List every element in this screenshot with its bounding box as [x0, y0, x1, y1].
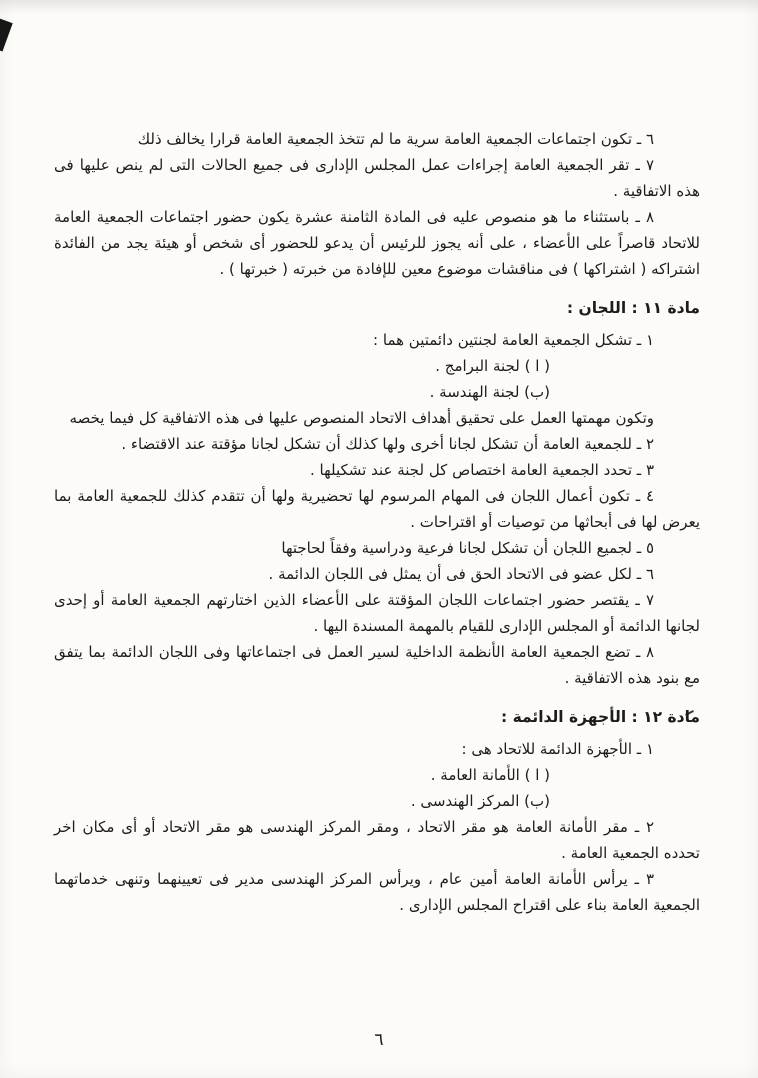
paragraph: ٣ ـ يرأس الأمانة العامة أمين عام ، ويرأس المركز الهندسى مدير فى تعيينهما وتنهى خدماتهما الجمعية العامة بناء على اقتراح المجلس الإدارى .: [54, 870, 700, 914]
paragraph: ٦ ـ لكل عضو فى الاتحاد الحق فى أن يمثل فى اللجان الدائمة .: [268, 565, 654, 583]
paragraph: ٥ ـ لجميع اللجان أن تشكل لجانا فرعية ودراسية وفقاً لحاجتها: [281, 539, 654, 557]
sub-list-item: (ب) المركز الهندسى .: [410, 792, 550, 810]
sub-list-item: (ب) لجنة الهندسة .: [429, 383, 550, 401]
sub-list-item: ( ا ) الأمانة العامة .: [430, 766, 550, 784]
paragraph: ٤ ـ تكون أعمال اللجان فى المهام المرسوم لها تحضيرية ولها أن تتقدم كذلك للجمعية العامة بما يعرض لها فى أبحاثها من توصيات أو اقتراحات .: [54, 487, 700, 531]
page-number: ٦: [374, 1030, 384, 1050]
document-body: [54, 126, 700, 918]
paragraph: وتكون مهمتها العمل على تحقيق أهداف الاتحاد المنصوص عليها فى هذه الاتفاقية كل فيما يخصه: [69, 409, 654, 427]
paragraph: ١ ـ الأجهزة الدائمة للاتحاد هى :: [461, 740, 654, 758]
scan-artifact-corner: [0, 19, 13, 52]
paragraph: ٧ ـ يقتصر حضور اجتماعات اللجان المؤقتة على الأعضاء الذين اختارتهم الجمعية العامة أو إحدى لجانها الدائمة أو المجلس الإدارى للقيام بالمهمة المسندة اليها .: [54, 591, 700, 635]
paragraph: ٢ ـ للجمعية العامة أن تشكل لجانا أخرى ولها كذلك أن تشكل لجانا مؤقتة عند الاقتضاء .: [121, 435, 654, 453]
paragraph: ٦ ـ تكون اجتماعات الجمعية العامة سرية ما لم تتخذ الجمعية العامة قرارا يخالف ذلك: [137, 130, 654, 148]
paragraph: ٢ ـ مقر الأمانة العامة هو مقر الاتحاد ، ومقر المركز الهندسى هو مقر الاتحاد أو أى مكان اخر تحدده الجمعية العامة .: [54, 818, 700, 862]
sub-list-item: ( ا ) لجنة البرامج .: [435, 357, 550, 375]
article-heading: مادة ١٢ : الأجهزة الدائمة :: [501, 708, 700, 726]
scan-edge-shading: [0, 0, 758, 14]
paragraph: ٨ ـ تضع الجمعية العامة الأنظمة الداخلية لسير العمل فى اجتماعاتها وفى اللجان الدائمة بما يتفق مع بنود هذه الاتفاقية .: [54, 643, 700, 687]
paragraph: ٧ ـ تقر الجمعية العامة إجراءات عمل المجلس الإدارى فى جميع الحالات التى لم ينص عليها فى هذه الاتفاقية .: [54, 156, 700, 200]
paragraph: ١ ـ تشكل الجمعية العامة لجنتين دائمتين هما :: [373, 331, 654, 349]
article-heading: مادة ١١ : اللجان :: [566, 299, 700, 317]
paragraph: ٣ ـ تحدد الجمعية العامة اختصاص كل لجنة عند تشكيلها .: [309, 461, 654, 479]
paragraph: ٨ ـ باستثناء ما هو منصوص عليه فى المادة الثامنة عشرة يكون حضور اجتماعات الجمعية العامة للاتحاد قاصراً على الأعضاء ، على أنه يجوز للرئيس أن يدعو للحضور أى شخص أو هيئة يجد من الفائدة اشتراكه ( اشتراكها ) فى مناقشات موضوع معين للإفادة من خبرته ( خبرتها ) .: [54, 208, 700, 278]
